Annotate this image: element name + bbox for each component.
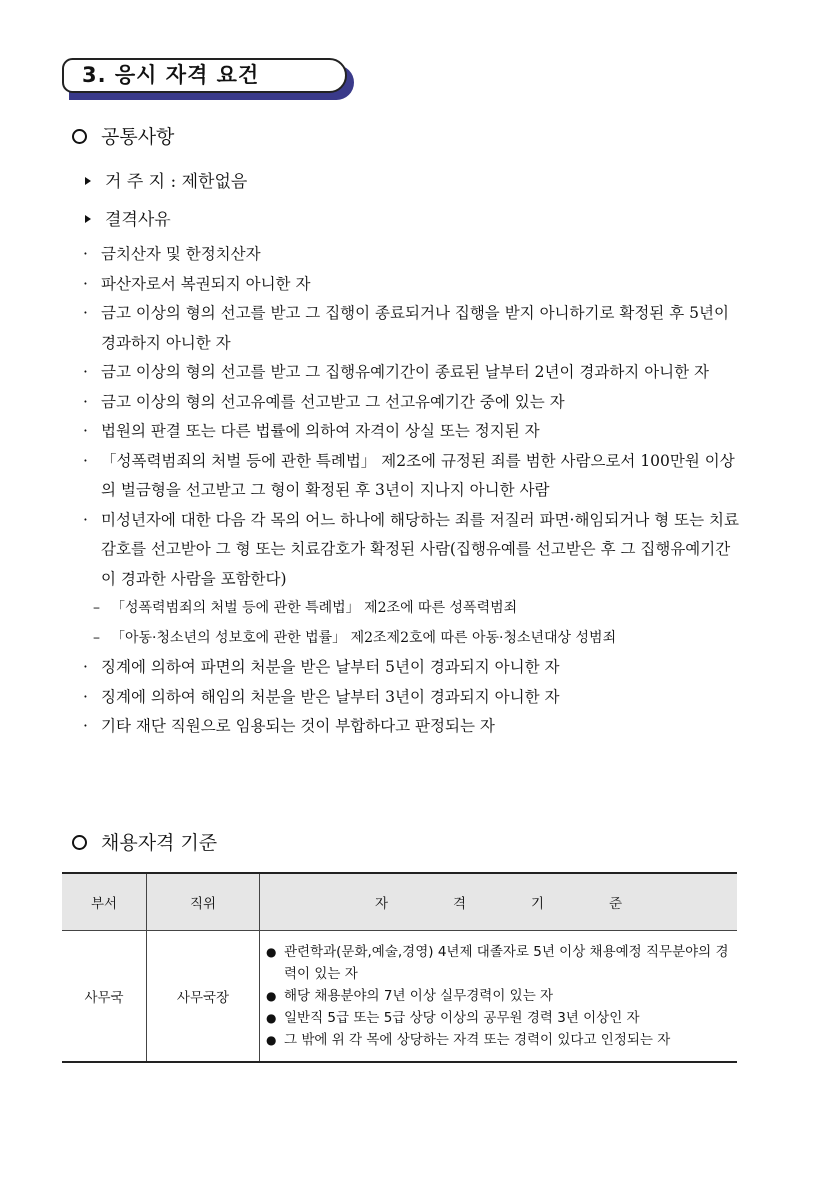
list-marker: · — [83, 274, 88, 293]
circle-bullet-icon — [72, 129, 87, 144]
list-item-text: 기타 재단 직원으로 임용되는 것이 부합하다고 판정되는 자 — [101, 717, 495, 735]
criteria-table — [62, 872, 737, 1063]
disqualification-heading — [85, 205, 171, 230]
bullet-dot-icon: ● — [266, 945, 277, 959]
list-item-text: 금고 이상의 형의 선고를 받고 그 집행유예기간이 종료된 날부터 2년이 경과하지 아니한 자 — [101, 363, 710, 381]
criteria-item — [264, 1007, 731, 1029]
cell-criteria — [260, 931, 738, 1063]
criteria-list — [264, 941, 731, 1051]
table-row — [62, 931, 737, 1063]
list-item-text: 금고 이상의 형의 선고유예를 선고받고 그 선고유예기간 중에 있는 자 — [101, 392, 565, 411]
bullet-dot-icon: ● — [266, 989, 277, 1003]
cell-dept: 사무국 — [62, 931, 147, 1063]
list-item-text: 법원의 판결 또는 다른 법률에 의하여 자격이 상실 또는 정지된 자 — [101, 422, 540, 440]
criteria-item — [264, 985, 731, 1007]
list-marker: · — [83, 658, 88, 676]
header-criteria-char: 격 — [452, 896, 467, 912]
list-item-text: 금치산자 및 한정치산자 — [101, 245, 261, 263]
criteria-text: 관련학과(문화,예술,경영) 4년제 대졸자로 5년 이상 채용예정 직무분야의 경력이 있는 자 — [284, 944, 729, 982]
residence-line — [85, 167, 247, 192]
list-item — [83, 388, 743, 418]
residence-text: 거 주 지 : 제한없음 — [105, 172, 248, 192]
bullet-dot-icon: ● — [266, 1011, 277, 1025]
disqualification-list — [83, 240, 743, 742]
header-dept: 부서 — [62, 873, 147, 931]
list-marker: · — [83, 363, 88, 381]
list-item-text: 「아동·청소년의 성보호에 관한 법률」 제2조제2호에 따른 아동·청소년대상 성범죄 — [111, 629, 617, 646]
sub-list-item — [83, 624, 743, 654]
list-item — [83, 417, 743, 447]
list-item — [83, 270, 743, 300]
circle-bullet-icon — [72, 835, 87, 850]
list-marker: · — [83, 510, 88, 529]
criteria-text: 일반직 5급 또는 5급 상당 이상의 공무원 경력 3년 이상인 자 — [284, 1010, 640, 1026]
criteria-item — [264, 941, 731, 985]
list-item — [83, 506, 743, 595]
list-item — [83, 240, 743, 270]
disqualification-text: 결격사유 — [105, 210, 171, 230]
criteria-text: 그 밖에 위 각 목에 상당하는 자격 또는 경력이 있다고 인정되는 자 — [284, 1032, 671, 1048]
table-header-row — [62, 873, 737, 931]
sub-list-item — [83, 594, 743, 624]
list-item — [83, 358, 743, 388]
list-item — [83, 299, 743, 358]
list-marker: · — [83, 304, 88, 322]
list-item — [83, 712, 743, 742]
header-criteria-char: 준 — [608, 896, 623, 912]
section-title-banner — [62, 58, 357, 102]
list-item — [83, 447, 743, 506]
bullet-dot-icon: ● — [266, 1033, 277, 1047]
header-criteria — [260, 873, 738, 931]
criteria-text: 해당 채용분야의 7년 이상 실무경력이 있는 자 — [284, 988, 554, 1004]
header-criteria-char: 기 — [530, 896, 545, 912]
header-criteria-char: 자 — [374, 896, 389, 912]
cell-position: 사무국장 — [147, 931, 260, 1063]
section-heading-text: 채용자격 기준 — [101, 832, 218, 854]
list-marker: · — [83, 687, 88, 706]
list-item-text: 미성년자에 대한 다음 각 목의 어느 하나에 해당하는 죄를 저질러 파면·해임되거나 형 또는 치료감호를 선고받아 그 형 또는 치료감호가 확정된 사람(집행유예를 선고받은 후 그 집행유예기간이 경과한 사람을 포함한다) — [101, 510, 739, 588]
list-item-text: 징계에 의하여 해임의 처분을 받은 날부터 3년이 경과되지 아니한 자 — [101, 687, 560, 706]
list-item-text: 파산자로서 복권되지 아니한 자 — [101, 274, 311, 293]
page-title: 3. 응시 자격 요건 — [62, 58, 347, 93]
list-marker: · — [83, 451, 88, 470]
list-marker: · — [83, 245, 88, 263]
list-marker: · — [83, 392, 88, 411]
list-marker: · — [83, 717, 88, 735]
section-heading-criteria — [72, 828, 217, 855]
header-position: 직위 — [147, 873, 260, 931]
list-item — [83, 683, 743, 713]
list-marker: – — [93, 629, 100, 646]
list-marker: · — [83, 422, 88, 440]
list-item-text: 징계에 의하여 파면의 처분을 받은 날부터 5년이 경과되지 아니한 자 — [101, 658, 560, 676]
list-marker: – — [93, 600, 100, 616]
section-heading-common — [72, 122, 174, 149]
section-heading-text: 공통사항 — [101, 126, 175, 148]
triangle-bullet-icon — [85, 177, 91, 185]
criteria-item — [264, 1029, 731, 1051]
list-item-text: 금고 이상의 형의 선고를 받고 그 집행이 종료되거나 집행을 받지 아니하기로 확정된 후 5년이 경과하지 아니한 자 — [101, 304, 729, 352]
list-item-text: 「성폭력범죄의 처벌 등에 관한 특례법」 제2조에 따른 성폭력범죄 — [111, 600, 518, 616]
list-item — [83, 653, 743, 683]
triangle-bullet-icon — [85, 215, 91, 223]
list-item-text: 「성폭력범죄의 처벌 등에 관한 특례법」 제2조에 규정된 죄를 범한 사람으로서 100만원 이상의 벌금형을 선고받고 그 형이 확정된 후 3년이 지나지 아니한 사람 — [101, 451, 735, 499]
